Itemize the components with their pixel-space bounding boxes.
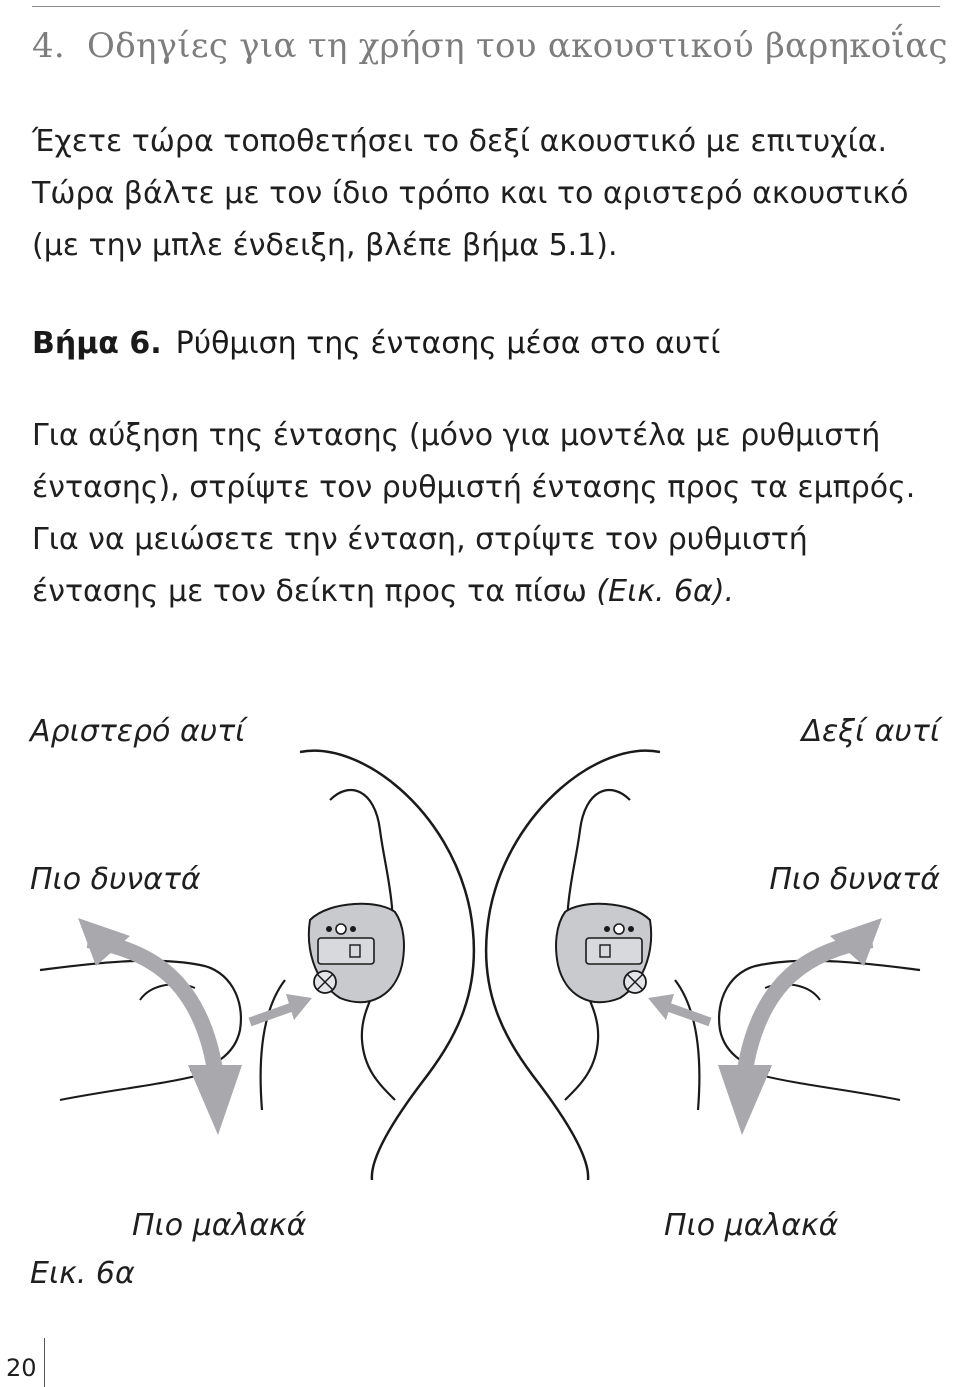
step-heading	[32, 318, 720, 370]
chapter-heading	[32, 26, 948, 66]
page-number-divider	[44, 1338, 45, 1387]
figure-caption: Εικ. 6α	[30, 1256, 135, 1291]
louder-label-left: Πιο δυνατά	[30, 862, 201, 897]
chapter-title: Οδηγίες για τη χρήση του ακουστικού βαρηκοΐας	[87, 26, 948, 66]
figure-reference: (Εικ. 6α).	[596, 574, 735, 609]
chapter-number: 4.	[32, 26, 66, 66]
intro-paragraph: Έχετε τώρα τοποθετήσει το δεξί ακουστικό με επιτυχία. Τώρα βάλτε με τον ίδιο τρόπο και το αριστερό ακουστικό (με την μπλε ένδειξη, βλέπε βήμα 5.1).	[32, 124, 909, 263]
left-ear-label: Αριστερό αυτί	[30, 714, 246, 749]
instruction-paragraph	[32, 410, 937, 618]
right-ear-label: Δεξί αυτί	[801, 714, 940, 749]
step-title: Ρύθμιση της έντασης μέσα στο αυτί	[175, 326, 721, 361]
softer-label-left: Πιο μαλακά	[132, 1208, 307, 1243]
ear-illustration	[0, 740, 960, 1180]
step-label: Βήμα 6.	[32, 326, 162, 361]
left-ear-drawing	[40, 751, 474, 1180]
softer-label-right: Πιο μαλακά	[664, 1208, 839, 1243]
page-number: 20	[6, 1354, 37, 1382]
instruction-text: Για αύξηση της έντασης (μόνο για μοντέλα με ρυθμιστή έντασης), στρίψτε τον ρυθμιστή έντασης προς τα εμπρός. Για να μειώσετε την ένταση, στρίψτε τον ρυθμιστή έντασης με τον δείκτη προς τα πίσω	[32, 418, 916, 609]
louder-label-right: Πιο δυνατά	[769, 862, 940, 897]
right-ear-drawing	[486, 751, 920, 1180]
header-rule	[32, 6, 940, 7]
